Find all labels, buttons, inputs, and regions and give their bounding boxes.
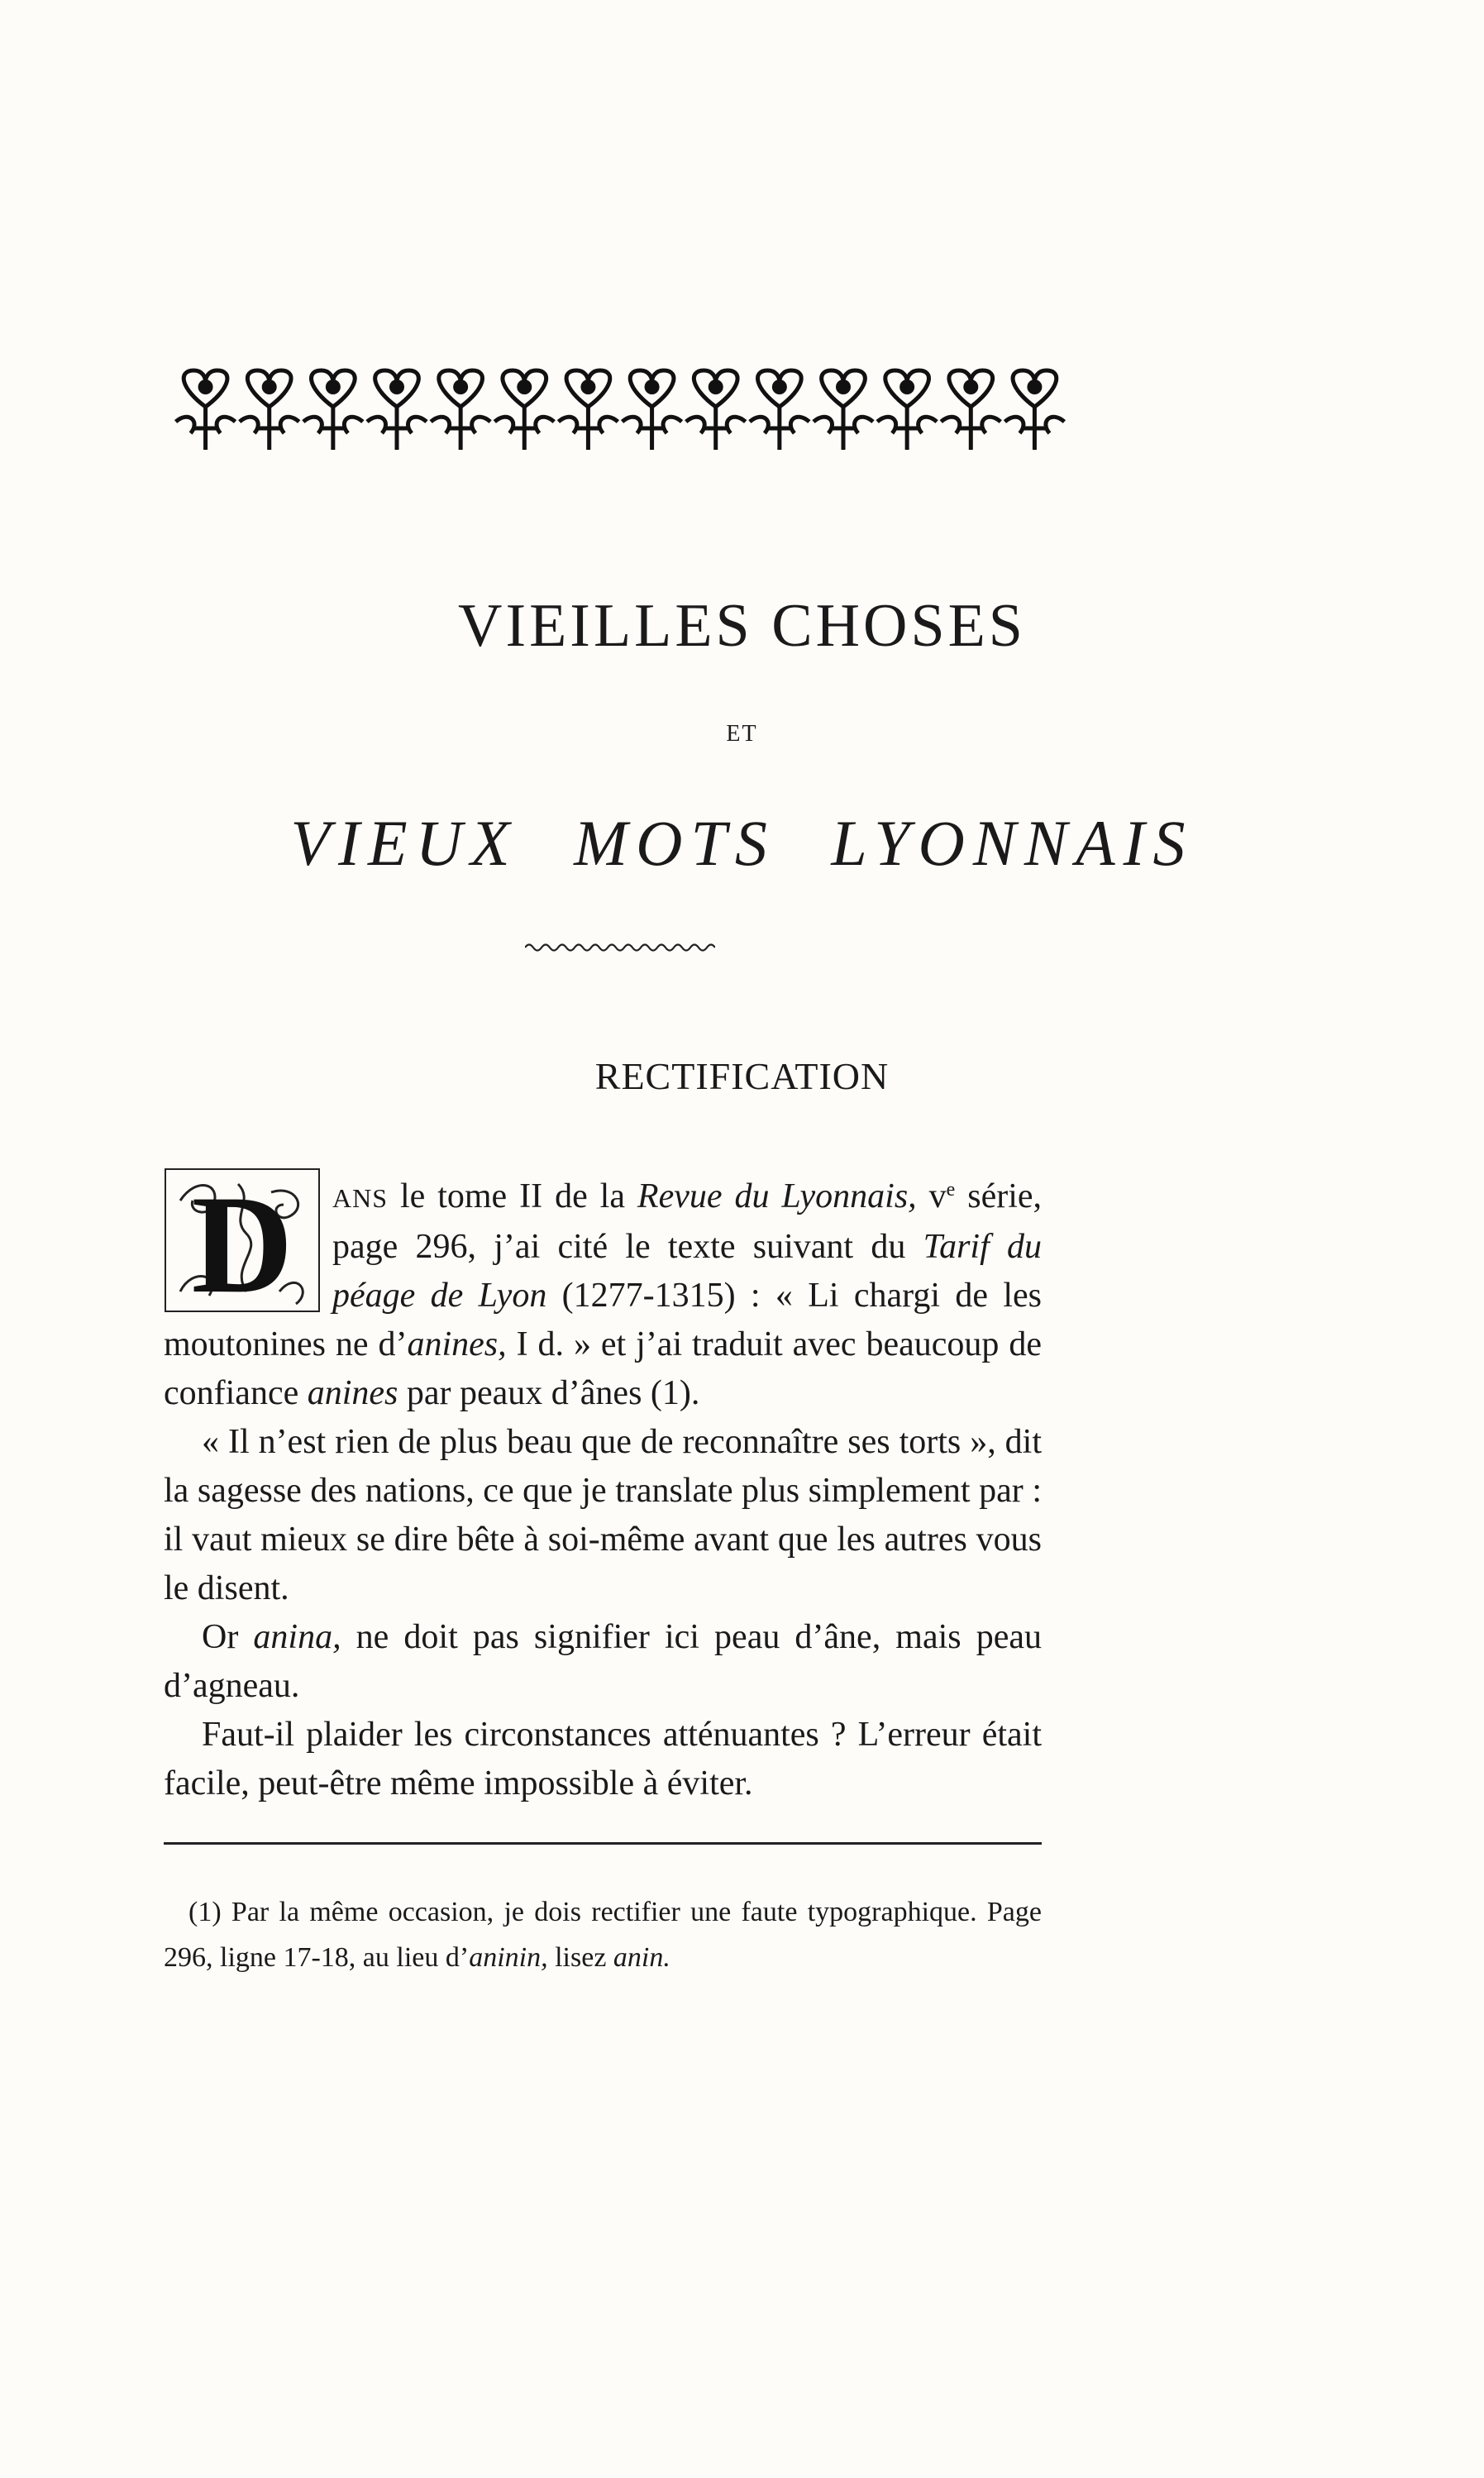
fleuron-motif-icon (750, 370, 809, 450)
fleuron-motif-icon (431, 370, 490, 450)
fleuron-motif-icon (176, 370, 236, 450)
dropcap-d-icon (164, 1167, 321, 1313)
fleuron-motif-icon (558, 370, 618, 450)
fleuron-motif-icon (941, 370, 1000, 450)
fleuron-motif-icon (240, 370, 299, 450)
fleuron-motif-icon (367, 370, 427, 450)
fleuron-motif-icon (1004, 370, 1064, 450)
fleuron-motif-icon (494, 370, 554, 450)
fleuron-motif-icon (877, 370, 937, 450)
paragraph-2: « Il n’est rien de plus beau que de reconnaître ses torts », dit la sagesse des nations, ce que je translate plus simplement par : il vaut mieux se dire bête à soi-même avant que les autres vous le disent. (164, 1423, 1042, 1607)
fleuron-motif-icon (686, 370, 746, 450)
page-subtitle: VIEUX MOTS LYONNAIS (290, 807, 1194, 879)
footnote-rule (164, 1842, 1042, 1845)
fleuron-motif-icon (303, 370, 363, 450)
squiggle-divider (525, 939, 715, 956)
fleuron-icon (174, 364, 1066, 455)
fleuron-motif-icon (814, 370, 873, 450)
article-body (164, 1166, 1042, 1808)
fleuron-motif-icon (623, 370, 682, 450)
svg-text:D: D (191, 1167, 293, 1313)
paragraph-3: Or anina, ne doit pas signifier ici peau d’âne, mais peau d’agneau. (164, 1618, 1042, 1705)
footnote: (1) Par la même occasion, je dois rectifier une faute typographique. Page 296, ligne 17-18, au lieu d’aninin, lisez anin. (164, 1897, 1042, 1973)
paragraph-1: D ANS le tome II de la Revue du Lyonnais, $v^e$ série, page 296, j’ai cité le texte suivant du Tarif du péage de Lyon (1277-1315) : « Li chargi de les moutonines ne d’anines, I d. » et j’ai traduit avec beaucoup de confiance anines par peaux d’ânes (1). (164, 1167, 1043, 1412)
section-heading: RECTIFICATION (594, 1055, 890, 1097)
fleuron-ornament-band (174, 364, 1066, 455)
paragraph-4: Faut-il plaider les circonstances atténuantes ? L’erreur était facile, peut-être même impossible à éviter. (164, 1716, 1042, 1802)
title-connector: ET (726, 721, 758, 747)
page-title: VIEILLES CHOSES (458, 592, 1026, 660)
